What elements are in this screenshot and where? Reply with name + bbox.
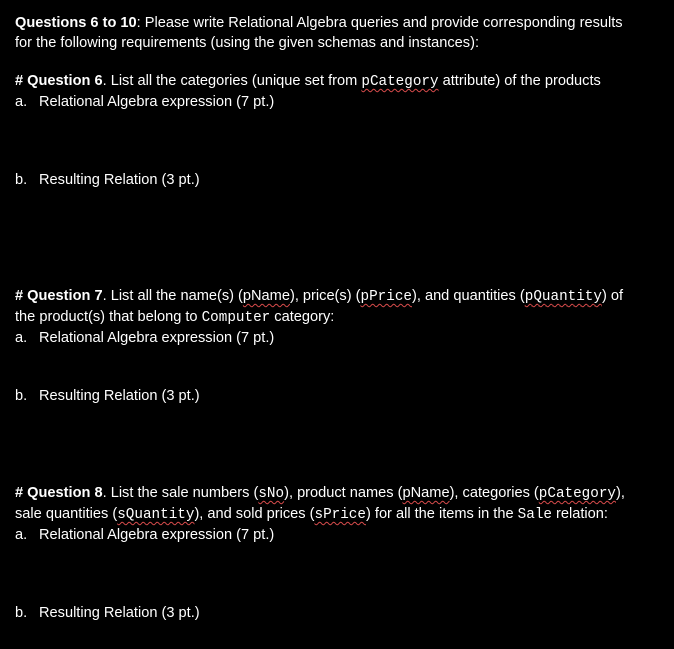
attribute-pprice: pPrice xyxy=(360,289,412,305)
question-6-heading: # Question 6 xyxy=(15,73,103,89)
question-6-part-b: b. Resulting Relation (3 pt.) xyxy=(15,172,200,188)
question-7-prompt-line-2: the product(s) that belong to Computer category: xyxy=(15,309,335,326)
question-8-prompt-line-1: # Question 8. List the sale numbers (sNo), product names (pName), categories (pCategory), xyxy=(15,485,625,502)
question-6-prompt: # Question 6. List all the categories (unique set from pCategory attribute) of the products xyxy=(15,73,601,90)
attribute-squantity: sQuantity xyxy=(117,507,195,523)
attribute-sprice: sPrice xyxy=(314,507,366,523)
question-8-heading: # Question 8 xyxy=(15,485,103,501)
question-8-part-b: b. Resulting Relation (3 pt.) xyxy=(15,605,200,621)
intro-line-1 xyxy=(15,13,674,33)
attribute-pquantity: pQuantity xyxy=(524,289,602,305)
intro-line-2: for the following requirements (using the given schemas and instances): xyxy=(15,35,479,51)
attribute-pcategory: pCategory xyxy=(361,74,439,90)
question-8-prompt-line-2: sale quantities (sQuantity), and sold prices (sPrice) for all the items in the Sale relation: xyxy=(15,506,608,523)
category-value: Computer xyxy=(201,310,271,326)
question-7-part-a: a. Relational Algebra expression (7 pt.) xyxy=(15,330,275,346)
attribute-pname: pName xyxy=(242,288,290,304)
intro-text-1: : Please write Relational Algebra queries and provide corresponding results xyxy=(136,15,623,31)
attribute-pcategory: pCategory xyxy=(538,486,616,502)
intro-lead: Questions 6 to 10 xyxy=(15,15,137,31)
question-6-part-a: a. Relational Algebra expression (7 pt.) xyxy=(15,94,275,110)
question-7-part-b: b. Resulting Relation (3 pt.) xyxy=(15,388,200,404)
relation-name: Sale xyxy=(517,507,552,523)
question-7-prompt-line-1: # Question 7. List all the name(s) (pName), price(s) (pPrice), and quantities (pQuantity) of xyxy=(15,288,624,305)
question-7-heading: # Question 7 xyxy=(15,288,103,304)
attribute-pname: pName xyxy=(402,485,450,501)
attribute-sno: sNo xyxy=(258,486,285,502)
question-8-part-a: a. Relational Algebra expression (7 pt.) xyxy=(15,527,275,543)
